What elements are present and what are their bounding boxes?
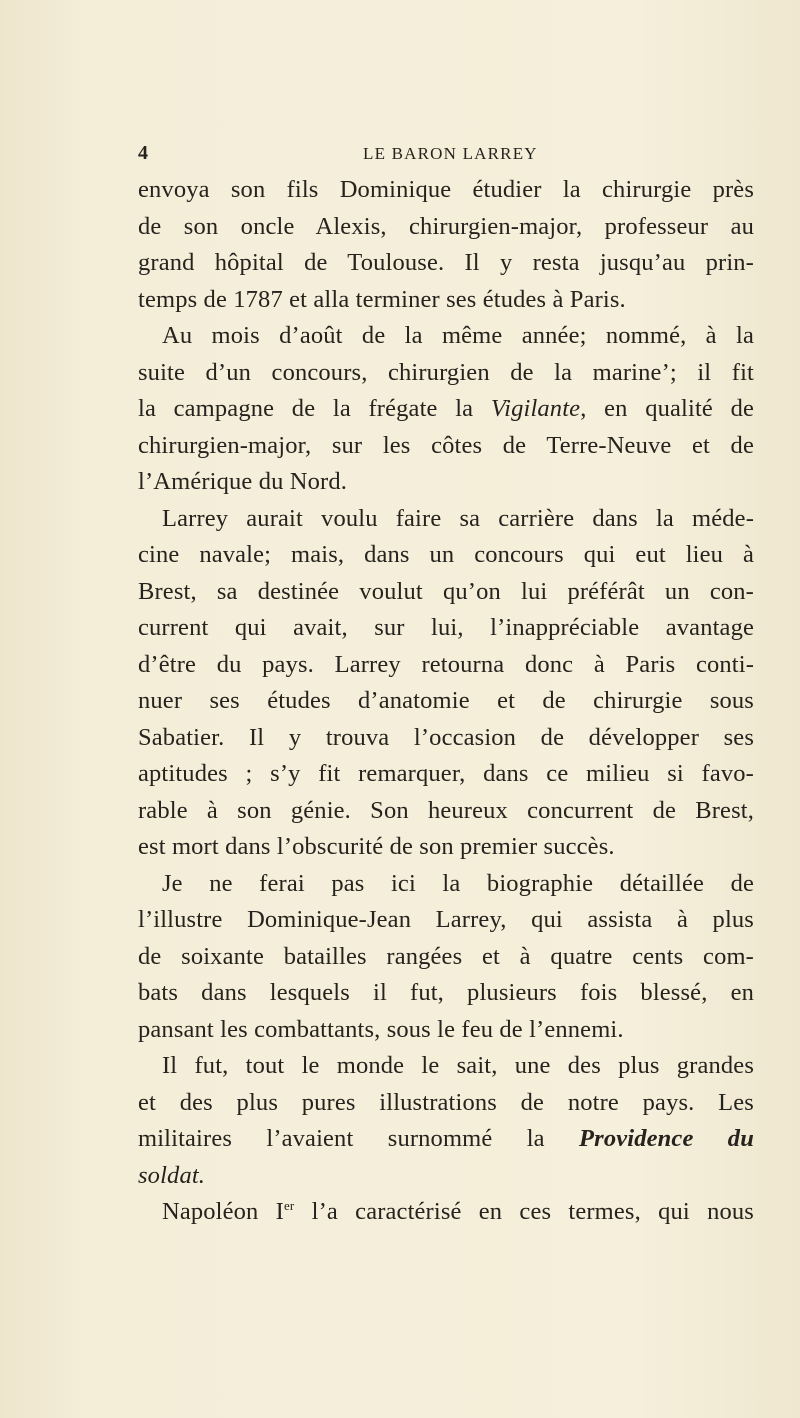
text-line: de son oncle Alexis, chirurgien-major, professeur au <box>138 212 754 240</box>
text-line: pansant les combattants, sous le feu de l’ennemi. <box>138 1015 624 1043</box>
text-segment: l’a caractérisé en ces termes, qui nous <box>294 1198 754 1225</box>
text-line: Larrey aurait voulu faire sa carrière dans la méde- <box>162 504 754 532</box>
text-line <box>138 1121 754 1158</box>
text-line: current qui avait, sur lui, l’inappréciable avantage <box>138 614 754 641</box>
text-line: cine navale; mais, dans un concours qui eut lieu à <box>138 541 754 568</box>
page-header <box>138 142 748 166</box>
text-line: Il fut, tout le monde le sait, une des plus grandes <box>162 1052 754 1079</box>
text-line: grand hôpital de Toulouse. Il y resta jusqu’au prin- <box>138 249 754 276</box>
text-line: l’illustre Dominique-Jean Larrey, qui assista à plus <box>138 906 754 933</box>
text-line: d’être du pays. Larrey retourna donc à Paris conti- <box>138 650 754 678</box>
text-segment: militaires l’avaient surnommé la <box>138 1125 580 1152</box>
ordinal-superscript: er <box>284 1197 295 1213</box>
text-line: l’Amérique du Nord. <box>138 468 348 495</box>
text-line: aptitudes ; s’y fit remarquer, dans ce milieu si favo- <box>138 760 754 787</box>
body-text <box>138 172 754 1231</box>
text-line <box>138 391 754 428</box>
text-line: et des plus pures illustrations de notre pays. Les <box>138 1088 754 1116</box>
text-line: est mort dans l’obscurité de son premier succès. <box>138 833 615 860</box>
text-line: Brest, sa destinée voulut qu’on lui préférât un con- <box>138 577 754 605</box>
nickname-emphasis: soldat. <box>138 1161 206 1189</box>
text-line: temps de 1787 et alla terminer ses études à Paris. <box>138 285 626 313</box>
text-line: Au mois d’août de la même année; nommé, à la <box>162 322 754 349</box>
running-head: LE BARON LARREY <box>363 144 538 163</box>
text-line: nuer ses études d’anatomie et de chirurgie sous <box>138 687 754 714</box>
text-line <box>138 1194 754 1231</box>
text-line: suite d’un concours, chirurgien de la marine’; il fit <box>138 358 754 386</box>
text-line: rable à son génie. Son heureux concurrent de Brest, <box>138 796 754 824</box>
page-number: 4 <box>138 142 149 164</box>
text-line: Je ne ferai pas ici la biographie détaillée de <box>162 869 754 897</box>
text-segment: , en qualité de <box>580 395 755 422</box>
text-line: Sabatier. Il y trouva l’occasion de développer ses <box>138 723 754 751</box>
text-segment: Napoléon I <box>162 1198 284 1225</box>
text-line: de soixante batailles rangées et à quatre cents com- <box>138 942 754 970</box>
ship-name: Vigilante <box>490 395 581 422</box>
text-line <box>138 1158 754 1195</box>
text-line: bats dans lesquels il fut, plusieurs fois blessé, en <box>138 979 754 1006</box>
text-line: envoya son fils Dominique étudier la chirurgie près <box>138 176 754 203</box>
nickname-emphasis: Providence du <box>579 1125 754 1152</box>
text-segment: la campagne de la frégate la <box>138 395 491 422</box>
text-line: chirurgien-major, sur les côtes de Terre-Neuve et de <box>138 431 754 459</box>
